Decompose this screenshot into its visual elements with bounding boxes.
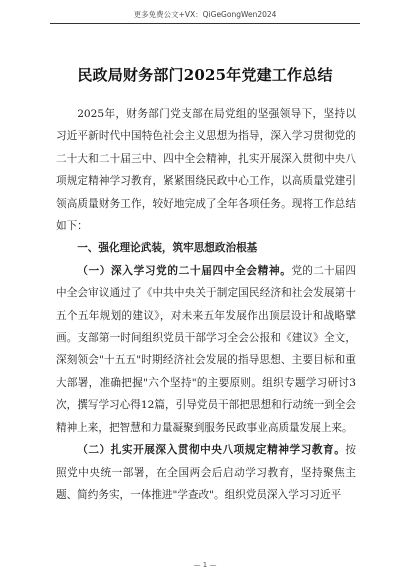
header-rule <box>50 23 360 24</box>
item-text-1: 党的二十届四中全会审议通过了《中共中央关于制定国民经济和社会发展第十五个五年规划的建议》，对未来五年发展作出顶层设计和战略擘画。支部第一时间组织党员干部学习全会公报和《建议》全文，深刻领会"十五五"时期经济社会发展的指导思想、主要目标和重大部署，准确把握"六个坚持"的主要原则。组织专题学习研讨3次，撰写学习心得12篇，引导党员干部把思想和行动统一到全会精神上来，把智慧和力量凝聚到服务民政事业高质量发展上来。 <box>56 264 357 434</box>
section-heading-1: 一、强化理论武装，筑牢思想政治根基 <box>77 242 258 255</box>
item-heading-1: （一）深入学习党的二十届四中全会精神。 <box>77 264 292 277</box>
item-paragraph-2 <box>56 439 356 506</box>
document-body <box>56 103 356 506</box>
page-number: — 1 — <box>193 561 217 569</box>
item-heading-2: （二）扎实开展深入贯彻中央八项规定精神学习教育。 <box>77 444 346 457</box>
header-note: 更多免费公文+VX：QiGeGongWen2024 <box>133 10 277 19</box>
document-title: 民政局财务部门2025年党建工作总结 <box>77 66 333 84</box>
item-text-2: 按照党中央统一部署，在全国两会后启动学习教育，坚持聚焦主题、简约务实，一体推进"学查改"。组织党员深入学习习近平 <box>56 444 356 501</box>
item-paragraph-1 <box>56 260 356 439</box>
intro-paragraph: 2025年，财务部门党支部在局党组的坚强领导下，坚持以习近平新时代中国特色社会主义思想为指导，深入学习贯彻党的二十大和二十届三中、四中全会精神，扎实开展深入贯彻中央八项规定精神学习教育，紧紧围绕民政中心工作，以高质量党建引领高质量财务工作，较好地完成了全年各项任务。现将工作总结如下： <box>56 108 356 233</box>
